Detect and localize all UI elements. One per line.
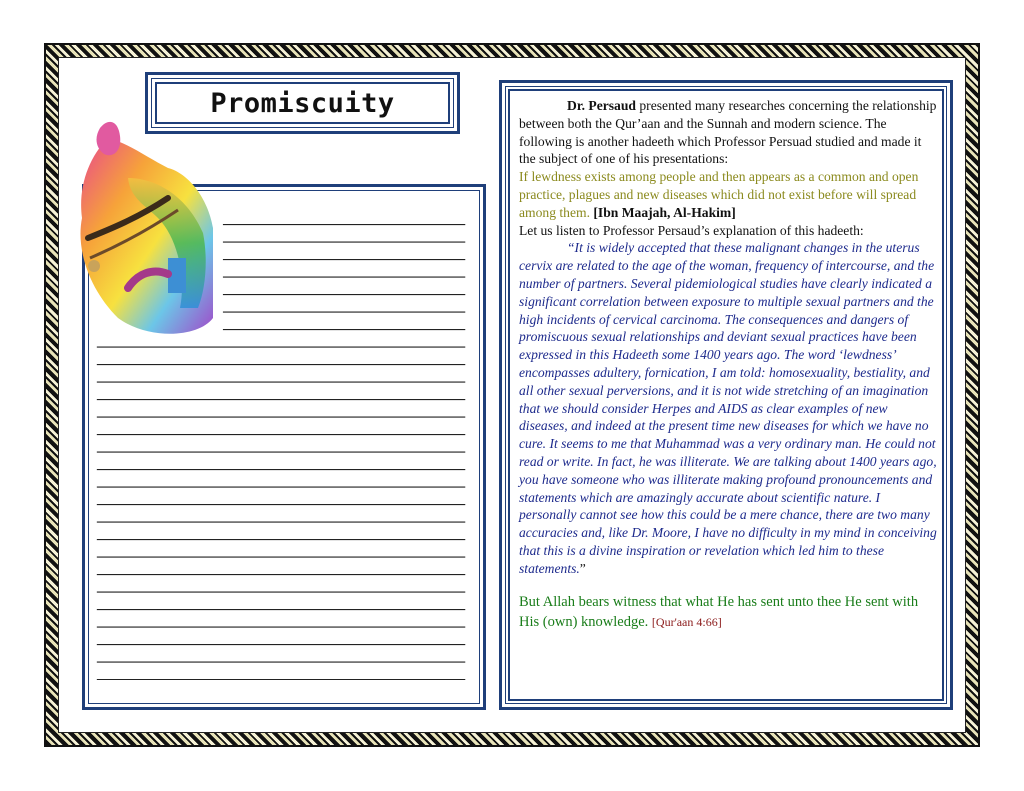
page-title: Promiscuity	[210, 87, 395, 119]
arabic-calligraphy-figure	[68, 118, 218, 340]
verse-text: But Allah bears witness that what He has sent unto thee He sent with His (own) knowledge.	[519, 593, 919, 630]
text-panel	[499, 80, 953, 710]
intro-paragraph	[519, 97, 939, 168]
hadeeth-source: [Ibn Maajah, Al-Hakim]	[589, 204, 736, 220]
lead-in-text: Let us listen to Professor Persaud’s explanation of this hadeeth:	[519, 222, 864, 238]
hadeeth-text: If lewdness exists among people and then appears as a common and open practice, plagues and new diseases which did not exist before will spread among them.	[519, 169, 919, 220]
title-box-content	[155, 82, 450, 124]
verse-reference: [Qur'aan 4:66]	[651, 614, 722, 629]
quote-paragraph	[519, 239, 939, 577]
verse-paragraph	[519, 592, 939, 632]
hadeeth-paragraph	[519, 168, 939, 221]
intro-name: Dr. Persaud	[567, 98, 636, 113]
title-box	[145, 72, 460, 134]
quote-close: ”	[579, 560, 586, 576]
text-content	[519, 97, 939, 632]
quote-text: “It is widely accepted that these malignant changes in the uterus cervix are related to the age of the woman, frequency of intercourse, and the number of partners. Several pidemiological studies have clearly indicated a significant correlation between exposure to multiple sexual partners and the high incidents of cervical carcinoma. The consequences and dangers of promiscuous sexual relationships and deviant sexual practices have been expressed in this Hadeeth some 1400 years ago. The word ‘lewdness’ encompasses adultery, fornication, I am told: homosexuality, bestiality, and all other sexual perversions, and it is not wide stretching of an imagination that we should consider Herpes and AIDS as clear examples of new diseases, and indeed at the present time new diseases for which we have no cure. It seems to me that Muhammad was a very ordinary man. He could not read or write. In fact, he was illiterate. We are talking about 1400 years ago, you have someone who was illiterate making profound pronouncements and statements which are amazingly accurate about scientific nature. I personally cannot see how this could be a mere chance, there are two many accuracies and, like Dr. Moore, I have no difficulty in my mind in conceiving that this is a divine inspiration or revelation which led him to these statements.	[519, 240, 937, 576]
intro-text: presented many researches concerning the relationship between both the Qur’aan and the Sunnah and modern science. The following is another hadeeth which Professor Persuad studied and made it the subject of one of his presentations:	[519, 98, 937, 167]
